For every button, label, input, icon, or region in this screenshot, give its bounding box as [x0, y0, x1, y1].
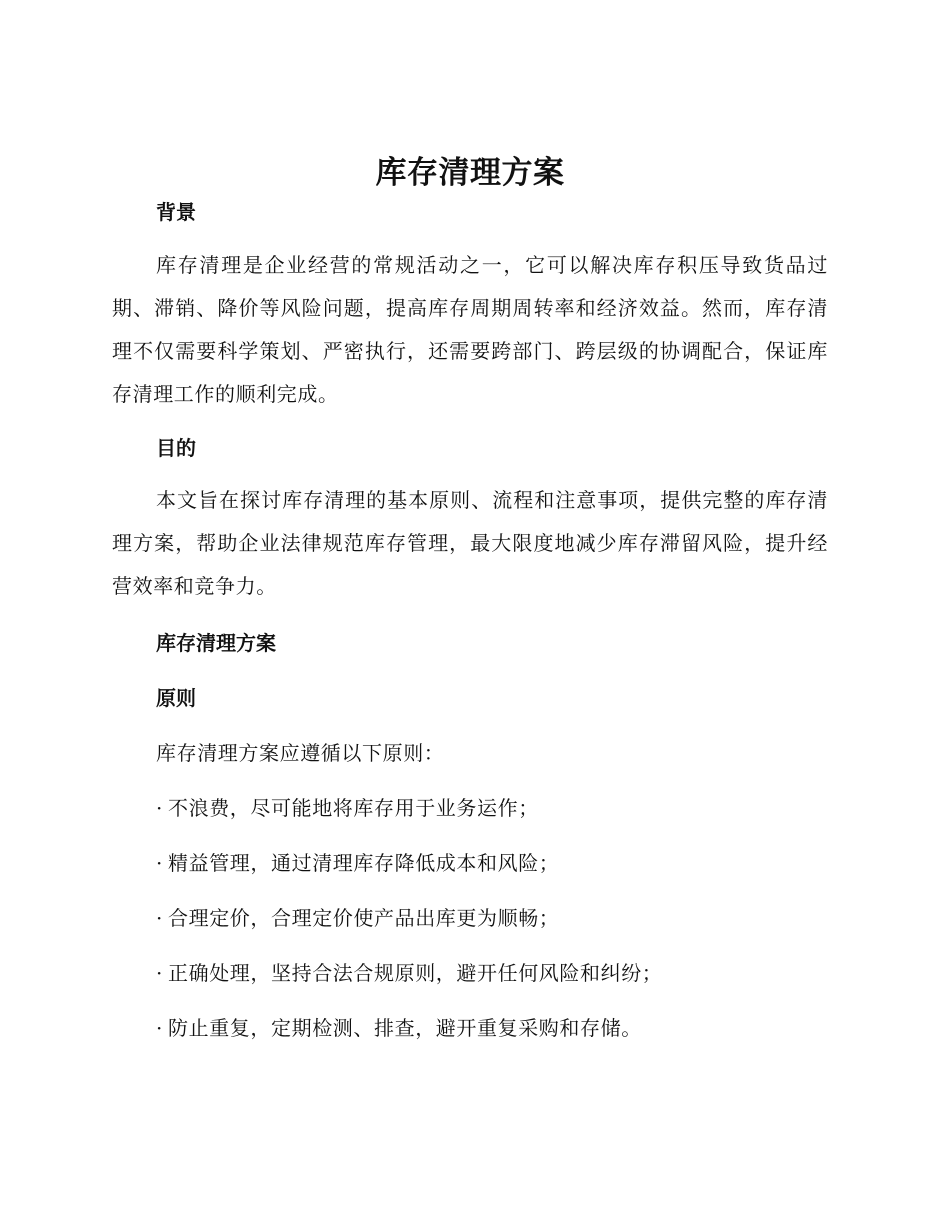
list-item [112, 904, 828, 932]
section-heading-background: 背景 [156, 200, 196, 224]
bullet-dot: · [156, 1016, 163, 1040]
bullet-dot: · [156, 906, 163, 930]
list-item-text: 合理定价，合理定价使产品出库更为顺畅； [168, 906, 560, 930]
list-item [112, 794, 828, 822]
list-item-text: 正确处理，坚持合法合规原则，避开任何风险和纠纷； [168, 961, 663, 985]
principles-intro: 库存清理方案应遵循以下原则： [156, 741, 445, 765]
bullet-dot: · [156, 796, 163, 820]
section-heading-purpose: 目的 [156, 436, 196, 460]
bullet-dot: · [156, 851, 163, 875]
paragraph-purpose: 本文旨在探讨库存清理的基本原则、流程和注意事项，提供完整的库存清理方案，帮助企业法律规范库存管理，最大限度地减少库存滞留风险，提升经营效率和竞争力。 [112, 488, 828, 598]
bullet-dot: · [156, 961, 163, 985]
list-item-text: 防止重复，定期检测、排查，避开重复采购和存储。 [168, 1016, 642, 1040]
subheading-principles: 原则 [156, 686, 196, 710]
document-title: 库存清理方案 [375, 155, 565, 191]
list-item [112, 849, 828, 877]
list-item [112, 1014, 828, 1042]
list-item-text: 精益管理，通过清理库存降低成本和风险； [168, 851, 560, 875]
list-item [112, 959, 828, 987]
section-heading-plan: 库存清理方案 [156, 631, 276, 655]
list-item-text: 不浪费，尽可能地将库存用于业务运作； [168, 796, 539, 820]
paragraph-background: 库存清理是企业经营的常规活动之一，它可以解决库存积压导致货品过期、滞销、降价等风险问题，提高库存周期周转率和经济效益。然而，库存清理不仅需要科学策划、严密执行，还需要跨部门、跨层级的协调配合，保证库存清理工作的顺利完成。 [112, 253, 828, 406]
